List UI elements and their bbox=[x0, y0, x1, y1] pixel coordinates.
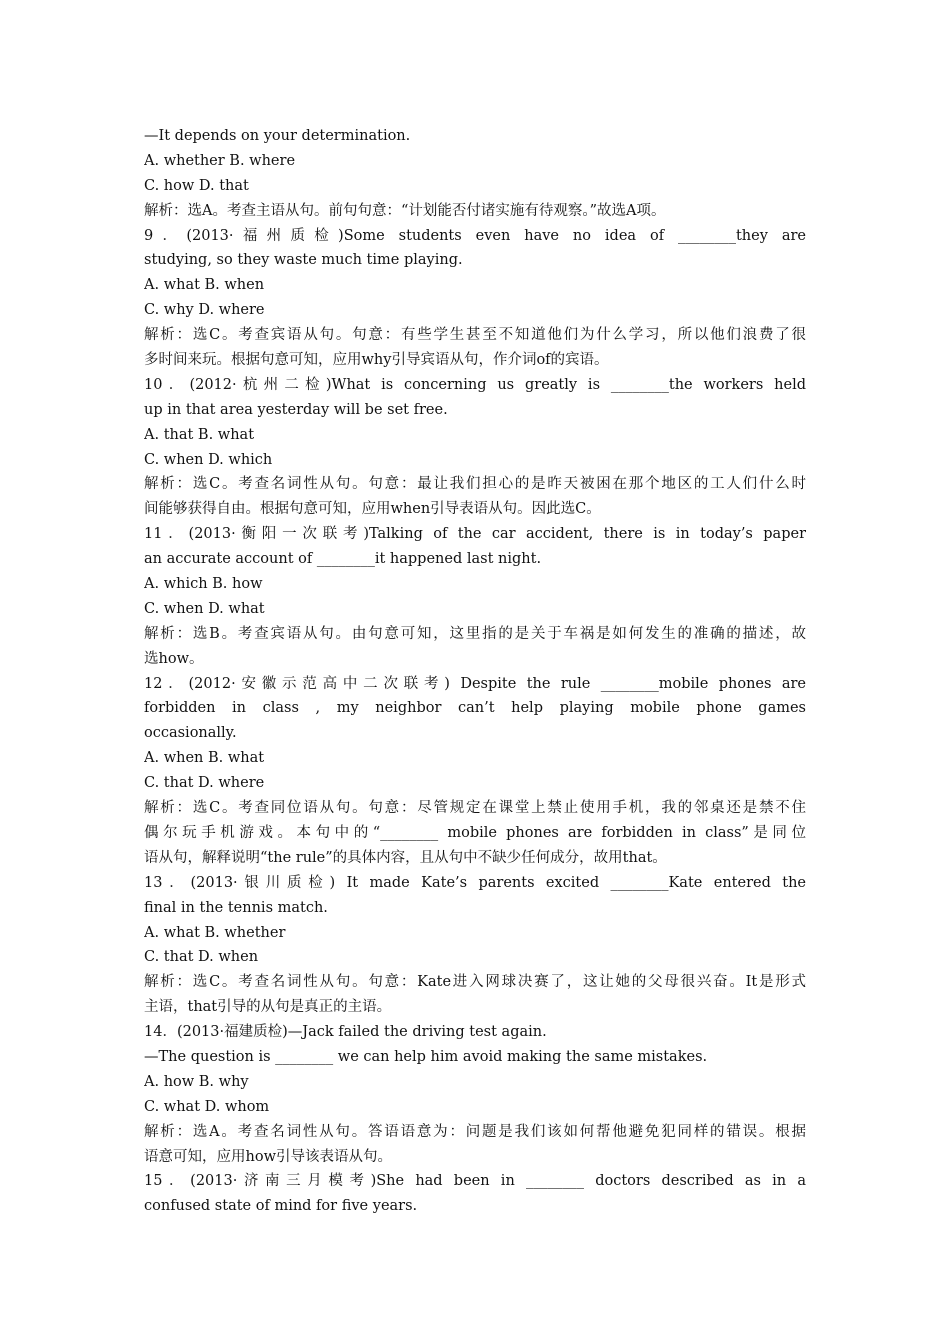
text-line: 解析：选C。考查宾语从句。句意：有些学生甚至不知道他们为什么学习，所以他们浪费了很 bbox=[144, 327, 806, 344]
text-line: final in the tennis match. bbox=[144, 899, 328, 916]
text-line: 间能够获得自由。根据句意可知，应用when引导表语从句。因此选C。 bbox=[144, 501, 601, 518]
text-line: 9．(2013·福州质检)Some students even have no idea of ________they are bbox=[144, 227, 806, 244]
text-line: A. when B. what bbox=[144, 750, 265, 767]
text-line: A. that B. what bbox=[144, 426, 255, 443]
text-line: C. what D. whom bbox=[144, 1098, 270, 1115]
text-line: occasionally. bbox=[144, 725, 237, 742]
text-line: confused state of mind for five years. bbox=[144, 1198, 418, 1215]
text-line: 12．(2012·安徽示范高中二次联考) Despite the rule ________mobile phones are bbox=[144, 675, 806, 692]
text-line: 选how。 bbox=[144, 650, 204, 667]
text-line: 偶尔玩手机游戏。本句中的“________ mobile phones are forbidden in class”是同位 bbox=[144, 824, 806, 841]
text-line: forbidden in class , my neighbor can’t help playing mobile phone games bbox=[144, 700, 806, 717]
text-line: —It depends on your determination. bbox=[144, 128, 411, 144]
text-line: 主语，that引导的从句是真正的主语。 bbox=[144, 999, 392, 1016]
text-line: 解析：选A。考查名词性从句。答语语意为：问题是我们该如何帮他避免犯同样的错误。根据 bbox=[144, 1123, 806, 1140]
text-line: studying, so they waste much time playing. bbox=[144, 252, 463, 269]
text-line: 解析：选B。考查宾语从句。由句意可知，这里指的是关于车祸是如何发生的准确的描述，故 bbox=[144, 625, 806, 642]
text-line: A. which B. how bbox=[144, 576, 263, 593]
text-line: up in that area yesterday will be set free. bbox=[144, 401, 448, 418]
text-line: 15．(2013·济南三月模考)She had been in ________ doctors described as in a bbox=[144, 1173, 806, 1190]
text-line: 语从句，解释说明“the rule”的具体内容，且从句中不缺少任何成分，故用that。 bbox=[144, 849, 667, 866]
text-line: C. why D. where bbox=[144, 302, 265, 319]
text-line: C. that D. where bbox=[144, 775, 265, 792]
text-line: 解析：选C。考查名词性从句。句意：最让我们担心的是昨天被困在那个地区的工人们什么时 bbox=[144, 476, 806, 493]
text-line: 解析：选C。考查同位语从句。句意：尽管规定在课堂上禁止使用手机，我的邻桌还是禁不住 bbox=[144, 800, 806, 817]
text-line: C. when D. which bbox=[144, 451, 273, 468]
text-line: A. whether B. where bbox=[144, 152, 296, 169]
text-line: 13．(2013·银川质检) It made Kate’s parents excited ________Kate entered the bbox=[144, 874, 806, 891]
text-line: C. when D. what bbox=[144, 600, 265, 617]
document-page bbox=[144, 124, 806, 1219]
text-line: C. that D. when bbox=[144, 949, 259, 966]
text-line: 11．(2013·衡阳一次联考)Talking of the car accident, there is in today’s paper bbox=[144, 526, 806, 543]
text-line: an accurate account of ________it happened last night. bbox=[144, 551, 542, 568]
text-line: A. how B. why bbox=[144, 1073, 249, 1090]
text-line: 多时间来玩。根据句意可知，应用why引导宾语从句，作介词of的宾语。 bbox=[144, 352, 609, 369]
text-line: 14．(2013·福建质检)—Jack failed the driving test again. bbox=[144, 1024, 547, 1041]
text-line: A. what B. when bbox=[144, 277, 265, 294]
text-line: A. what B. whether bbox=[144, 924, 286, 941]
text-line: 10．(2012·杭州二检)What is concerning us greatly is ________the workers held bbox=[144, 376, 806, 393]
text-line: 解析：选C。考查名词性从句。句意：Kate进入网球决赛了，这让她的父母很兴奋。It是形式 bbox=[144, 974, 806, 991]
text-line: 解析：选A。考查主语从句。前句句意：“计划能否付诸实施有待观察。”故选A项。 bbox=[144, 202, 666, 219]
text-line: —The question is ________ we can help him avoid making the same mistakes. bbox=[144, 1048, 708, 1065]
text-line: C. how D. that bbox=[144, 177, 249, 194]
text-line: 语意可知，应用how引导该表语从句。 bbox=[144, 1148, 392, 1165]
